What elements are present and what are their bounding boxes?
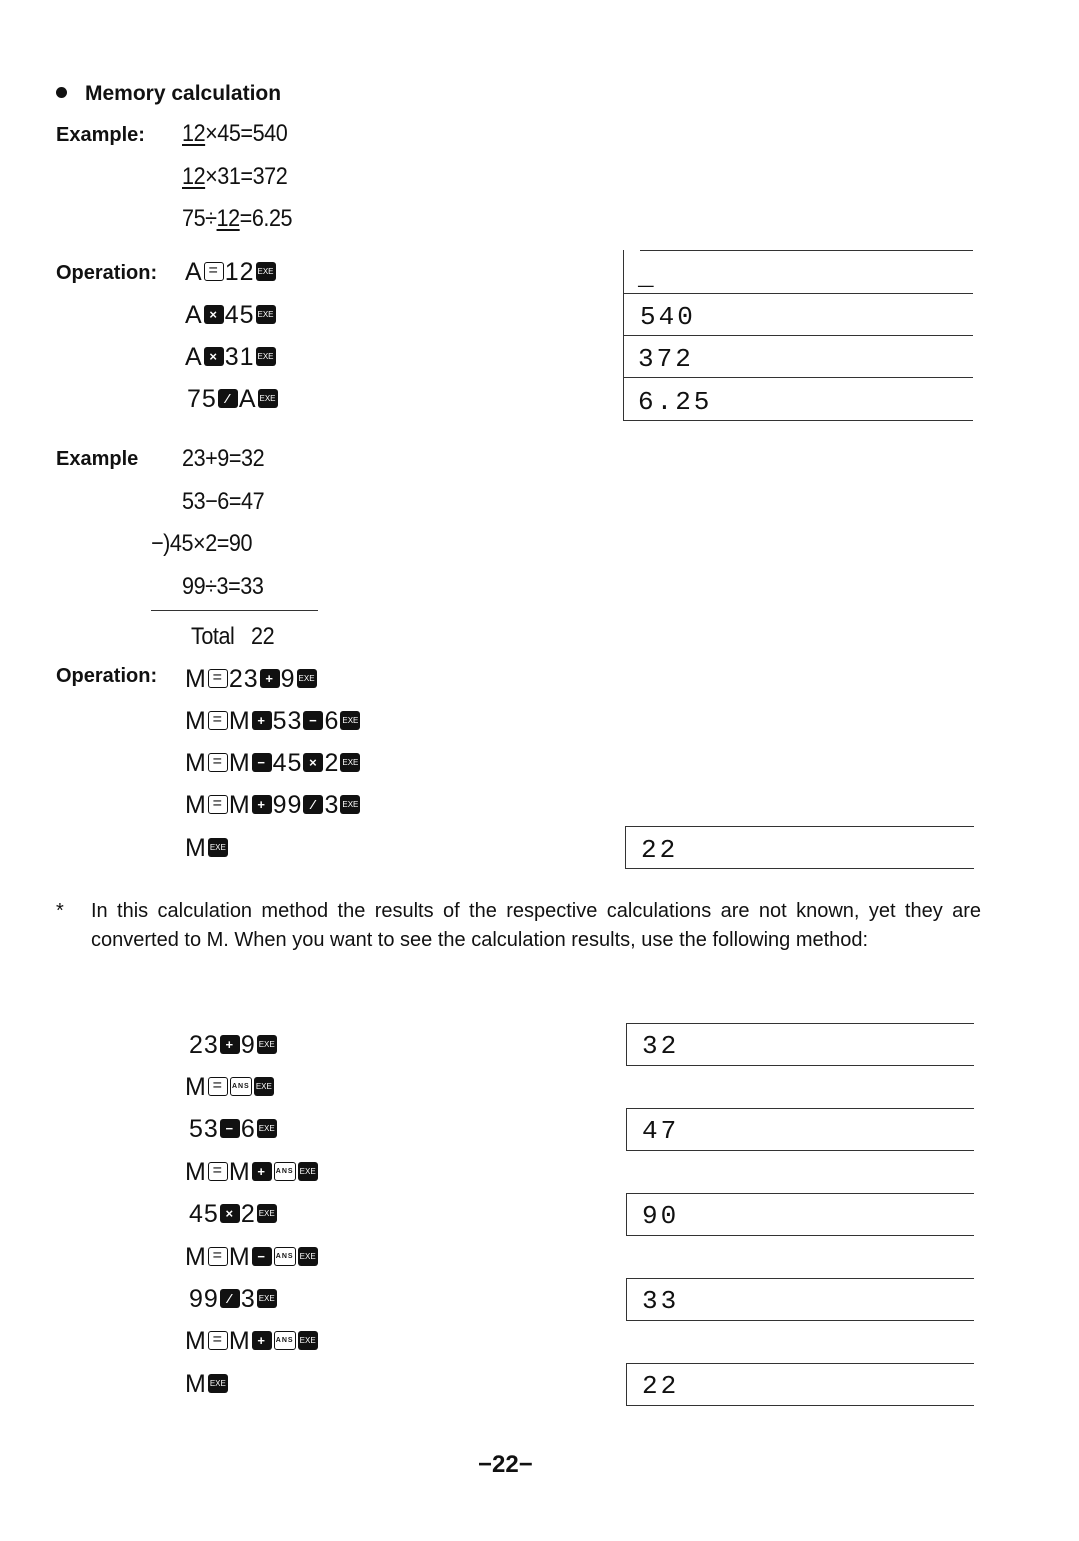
key-text: M <box>185 707 207 735</box>
key-text: A <box>238 385 257 413</box>
operation-label: Operation: <box>56 262 158 284</box>
key-text: M <box>185 791 207 819</box>
multiply-key-icon: × <box>204 305 224 324</box>
key-sequence <box>185 1158 319 1187</box>
key-text: M <box>185 1243 207 1271</box>
key-sequence <box>189 1285 278 1314</box>
plus-key-icon: + <box>260 669 280 688</box>
display-value: 47 <box>642 1116 680 1146</box>
minus-key-icon: − <box>303 711 323 730</box>
ans-key-icon: ANS <box>230 1077 252 1096</box>
equals-key-icon: = <box>204 262 224 281</box>
example1-line: 75÷12=6.25 <box>182 205 293 232</box>
key-text: 6 <box>324 707 340 735</box>
equals-key-icon: = <box>208 1331 228 1350</box>
exe-key-icon: EXE <box>340 711 360 730</box>
key-sequence <box>185 1327 319 1356</box>
page-number: −22− <box>478 1451 533 1478</box>
display-value: 540 <box>640 302 696 332</box>
display-value: _ <box>638 262 657 292</box>
key-sequence <box>185 343 277 372</box>
key-text: M <box>185 665 207 693</box>
key-text: M <box>228 791 251 819</box>
exe-key-icon: EXE <box>340 753 360 772</box>
key-text: A <box>185 343 203 371</box>
exe-key-icon: EXE <box>258 389 278 408</box>
exe-key-icon: EXE <box>298 1247 318 1266</box>
key-text: 45 <box>272 749 303 777</box>
exe-key-icon: EXE <box>254 1077 274 1096</box>
divide-key-icon: ⁄ <box>218 389 238 408</box>
example2-line: −)45×2=90 <box>151 530 253 557</box>
key-text: A <box>185 258 203 286</box>
key-text: M <box>228 707 251 735</box>
exe-key-icon: EXE <box>298 1331 318 1350</box>
multiply-key-icon: × <box>204 347 224 366</box>
key-sequence <box>185 665 318 694</box>
key-text: M <box>185 1327 207 1355</box>
exe-key-icon: EXE <box>256 347 276 366</box>
example1-label: Example: <box>56 124 145 146</box>
exe-key-icon: EXE <box>208 1374 228 1393</box>
ans-key-icon: ANS <box>274 1162 296 1181</box>
key-text: M <box>185 834 207 862</box>
equals-key-icon: = <box>208 1077 228 1096</box>
key-text: M <box>185 1370 207 1398</box>
total-line: Total 22 <box>191 623 275 650</box>
key-text: 45 <box>189 1200 219 1228</box>
key-sequence <box>189 1031 278 1060</box>
divide-key-icon: ⁄ <box>303 795 323 814</box>
exe-key-icon: EXE <box>256 262 276 281</box>
key-text: M <box>228 1327 251 1355</box>
key-text: 6 <box>240 1115 256 1143</box>
key-text: M <box>228 1243 251 1271</box>
minus-key-icon: − <box>220 1119 240 1138</box>
equals-key-icon: = <box>208 711 228 730</box>
example1-line: 12×31=372 <box>182 163 288 190</box>
display-value: 32 <box>642 1031 680 1061</box>
exe-key-icon: EXE <box>208 838 228 857</box>
key-text: 23 <box>228 665 259 693</box>
key-sequence <box>189 1115 278 1144</box>
key-text: 3 <box>324 791 340 819</box>
example2-line: 23+9=32 <box>182 445 265 472</box>
multiply-key-icon: × <box>220 1204 240 1223</box>
exe-key-icon: EXE <box>257 1289 277 1308</box>
key-text: M <box>185 1158 207 1186</box>
example2-line: 53−6=47 <box>182 488 265 515</box>
ans-key-icon: ANS <box>274 1331 296 1350</box>
exe-key-icon: EXE <box>257 1035 277 1054</box>
example2-line: 99÷3=33 <box>182 573 264 600</box>
key-sequence <box>189 1200 278 1229</box>
exe-key-icon: EXE <box>297 669 317 688</box>
key-text: 9 <box>240 1031 256 1059</box>
display-value: 90 <box>642 1201 680 1231</box>
plus-key-icon: + <box>220 1035 240 1054</box>
key-text: 3 <box>240 1285 256 1313</box>
exe-key-icon: EXE <box>298 1162 318 1181</box>
plus-key-icon: + <box>252 1162 272 1181</box>
plus-key-icon: + <box>252 711 272 730</box>
sum-rule <box>151 610 318 611</box>
example1-line: 12×45=540 <box>182 120 288 147</box>
display-value: 6.25 <box>638 387 713 417</box>
key-sequence <box>185 258 277 287</box>
key-text: A <box>185 301 203 329</box>
equals-key-icon: = <box>208 753 228 772</box>
display-value: 22 <box>642 1371 680 1401</box>
minus-key-icon: − <box>252 753 272 772</box>
plus-key-icon: + <box>252 795 272 814</box>
exe-key-icon: EXE <box>256 305 276 324</box>
key-text: 99 <box>272 791 303 819</box>
section-title: Memory calculation <box>56 82 281 106</box>
key-sequence <box>185 1243 319 1272</box>
exe-key-icon: EXE <box>257 1119 277 1138</box>
display-value: 22 <box>641 835 679 865</box>
key-text: 12 <box>224 258 255 286</box>
exe-key-icon: EXE <box>340 795 360 814</box>
key-text: 53 <box>189 1115 219 1143</box>
example2-label: Example <box>56 448 139 470</box>
plus-key-icon: + <box>252 1331 272 1350</box>
key-text: 53 <box>272 707 303 735</box>
key-sequence <box>185 301 277 330</box>
ans-key-icon: ANS <box>274 1247 296 1266</box>
key-sequence <box>185 834 229 863</box>
key-text: 99 <box>189 1285 219 1313</box>
operation-label: Operation: <box>56 665 158 687</box>
key-text: 2 <box>324 749 340 777</box>
key-sequence <box>185 749 361 778</box>
key-text: M <box>228 1158 251 1186</box>
key-text: M <box>185 749 207 777</box>
exe-key-icon: EXE <box>257 1204 277 1223</box>
key-text: 9 <box>280 665 296 693</box>
key-sequence <box>185 1073 275 1102</box>
key-text: 31 <box>224 343 255 371</box>
key-text: 75 <box>187 385 217 413</box>
bullet-icon <box>56 87 67 98</box>
display-value: 33 <box>642 1286 680 1316</box>
equals-key-icon: = <box>208 669 228 688</box>
key-text: 2 <box>240 1200 256 1228</box>
key-text: M <box>185 1073 207 1101</box>
key-text: M <box>228 749 251 777</box>
equals-key-icon: = <box>208 795 228 814</box>
key-sequence <box>185 1370 229 1399</box>
key-text: 23 <box>189 1031 219 1059</box>
display-value: 372 <box>638 344 694 374</box>
equals-key-icon: = <box>208 1247 228 1266</box>
key-sequence <box>185 791 361 820</box>
divide-key-icon: ⁄ <box>220 1289 240 1308</box>
minus-key-icon: − <box>252 1247 272 1266</box>
multiply-key-icon: × <box>303 753 323 772</box>
key-text: 45 <box>224 301 255 329</box>
key-sequence <box>187 385 279 414</box>
key-sequence <box>185 707 361 736</box>
note-text: In this calculation method the results of the respective calculations are not known, yet they are converted to M. When you want to see the calculation results, use the following method: <box>91 900 981 951</box>
equals-key-icon: = <box>208 1162 228 1181</box>
